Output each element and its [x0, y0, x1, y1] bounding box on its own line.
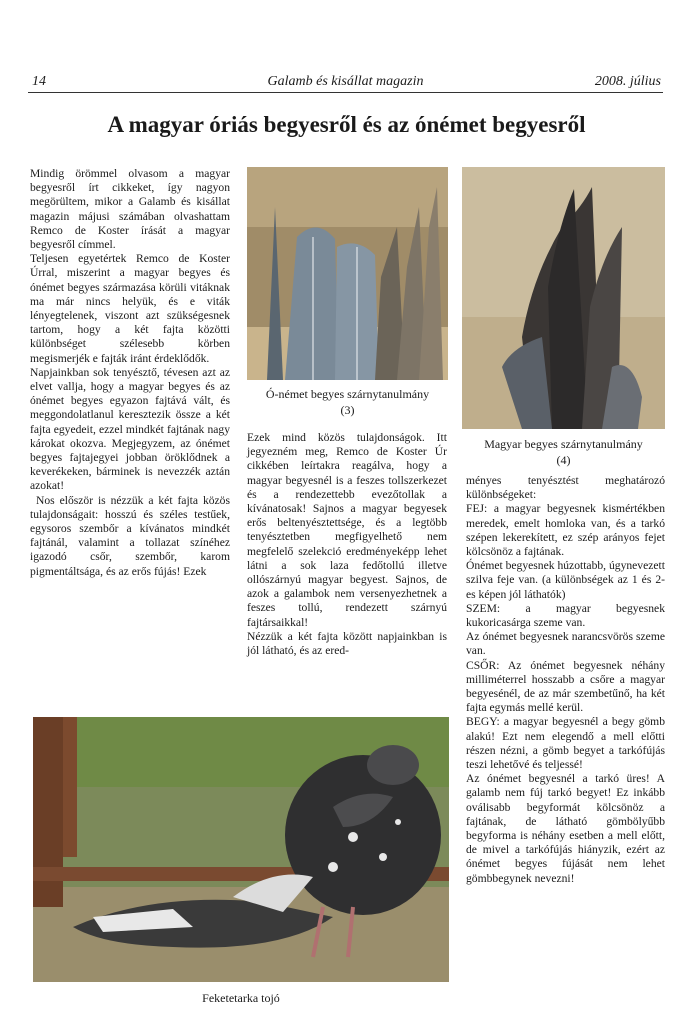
paragraph: Mindig örömmel olvasom a magyar begyesről írt cikkeket, így nagyon megörültem, mikor a Galamb és kisállat magazin májusi számában olvashattam Remco de Koster írását a magyar begyesről címmel.	[30, 167, 230, 252]
caption-photo-4	[462, 436, 665, 468]
caption-number: (3)	[340, 403, 355, 417]
caption-number: (4)	[556, 453, 571, 467]
paragraph: FEJ: a magyar begyesnek kismértékben meredek, emelt homloka van, és a tarkó szépen lekerekített, ez szép arányos fejet kölcsönöz a fajtának.	[466, 502, 665, 559]
article-title: A magyar óriás begyesről és az ónémet begyesről	[107, 112, 586, 137]
paragraph: BEGY: a magyar begyesnél a begy gömb alakú! Ezt nem elegendő a mell előtti részen nézni, a gömb begyet a tarkófújás teszi lehetővé és teljessé!	[466, 715, 665, 772]
wing-feathers-image	[247, 167, 448, 380]
paragraph: Nos először is nézzük a két fajta közös tulajdonságait: hosszú és széles testűek, egysoros szembőr a kívánatos mindkét fajtánál, valamint a tollazat színéhez igazodó csőr, szembőr, karom pigmentáltsága, és az erős fújás! Ezek	[30, 493, 230, 578]
paragraph: Ezek mind közös tulajdonságok. Itt jegyezném meg, Remco de Koster Úr cikkében leírtakra reagálva, hogy a magyar begyesnél is a feszes tollszerkezet és a rendezettebb evezőtollak a kívánatosak! Sajnos a magyar begyesek erős beltenyésztettsége, és a legtöbb tenyésztetben megfigyelhető nem megfelelő szelekció eredményeképp lehet látni a sok laza fedőtollú illetve ollószárnyú magyar begyest. Sajnos, de azok a galambok nem versenyezhetnek a feszes tollú, rendezett szárnyú fajtársaikkal!	[247, 431, 447, 629]
paragraph: Nézzük a két fajta között napjainkban is jól látható, és az ered-	[247, 629, 447, 658]
paragraph: Az ónémet begyesnek narancsvörös szeme van.	[466, 630, 665, 658]
magazine-name: Galamb és kisállat magazin	[267, 74, 424, 89]
page-number: 14	[32, 74, 46, 89]
caption-pigeon-photo: Feketetarka tojó	[202, 991, 280, 1005]
paragraph: Napjainkban sok tenyésztő, tévesen azt az elvet vallja, hogy a magyar begyes és az ónémet begyes egyazon fajtává vált, és meggondolatlanul keresztezik össze a két fajta egyedeit, ezzel mindkét fajtának nagy károkat okozva. Megjegyzem, az ónémet begyes fajtajegyei jobban öröklődnek a keverékeken, bárminek is nevezzék aztán azokat!	[30, 365, 230, 493]
paragraph: Az ónémet begyesnél a tarkó üres! A galamb nem fúj tarkó begyet! Ez inkább oválisabb begyformát kölcsönöz a fajtának, de látható gömbölyűbb begyforma is néhány esetben a mell előtt, de mivel a tarkófújás hiányzik, ezért az ónémet begyes fújását nem lehet gömbbegynek nevezni!	[466, 772, 665, 885]
wing-study-photo-magyar	[462, 167, 665, 429]
text-column-1	[30, 167, 230, 579]
pigeon-photo	[33, 717, 449, 982]
paragraph: CSŐR: Az ónémet begyesnek néhány milliméterrel hosszabb a csőre a magyar begyesénél, de az már szembetűnő, ha két fajta egymás mellé kerül.	[466, 658, 665, 715]
caption-photo-3	[247, 386, 448, 418]
pigeon-image	[33, 717, 449, 982]
caption-line: Magyar begyes szárnytanulmány	[484, 437, 643, 451]
paragraph: SZEM: a magyar begyesnek kukoricasárga szeme van.	[466, 601, 665, 630]
wing-feathers-image	[462, 167, 665, 429]
paragraph: Ónémet begyesnek húzottabb, úgynevezett szilva feje van. (a különbségek az 1 és 2-es képen jól láthatók)	[466, 559, 665, 601]
issue-date: 2008. július	[594, 74, 661, 89]
caption-line: Ó-német begyes szárnytanulmány	[265, 387, 430, 401]
wing-study-photo-onemet	[247, 167, 448, 380]
text-column-3	[466, 474, 665, 886]
running-header	[28, 74, 663, 93]
paragraph: ményes tenyésztést meghatározó különbségeket:	[466, 474, 665, 502]
paragraph: Teljesen egyetértek Remco de Koster Úrral, miszerint a magyar begyes és ónémet begyes származása körüli vitáknak ma már nincs helyük, és e viták lényegtelenek, viszont azt szükségesnek tartom, hogy a két fajta közötti különbséget szélesebb körben megismerjék e fajták iránt érdeklődők.	[30, 252, 230, 365]
text-column-2	[247, 431, 447, 658]
